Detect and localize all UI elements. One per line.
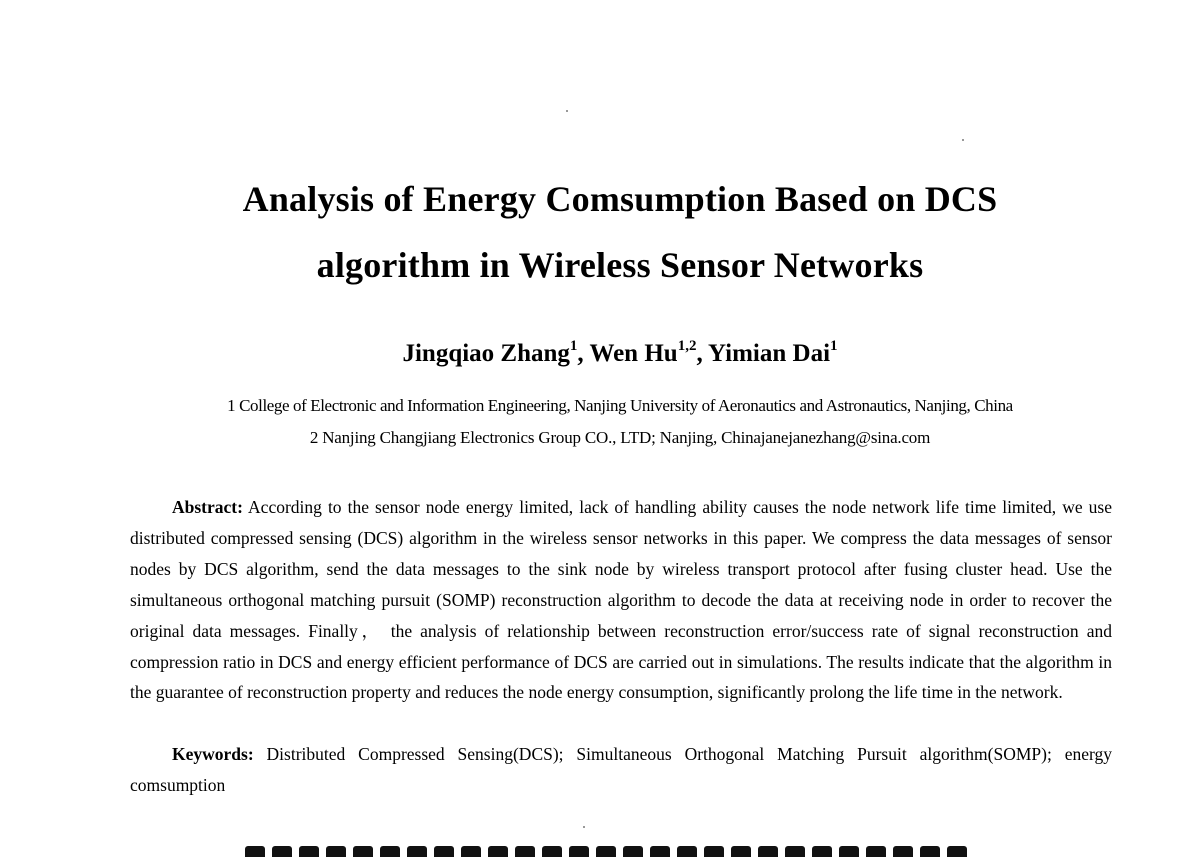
abstract-label: Abstract:	[172, 497, 243, 517]
author-list	[0, 340, 1200, 368]
author-separator: ,	[696, 340, 709, 367]
author-separator: ,	[577, 340, 590, 367]
abstract-text: According to the sensor node energy limited, lack of handling ability causes the node network life time limited, we use distributed compressed sensing (DCS) algorithm in the wireless sensor networks in this paper. We compress the data messages of sensor nodes by DCS algorithm, send the data messages to the sink node by wireless transport protocol after fusing cluster head. Use the simultaneous orthogonal matching pursuit (SOMP) reconstruction algorithm to decode the data at receiving node in order to recover the original data messages. Finally， the analysis of relationship between reconstruction error/success rate of signal reconstruction and compression ratio in DCS and energy efficient performance of DCS are carried out in simulations. The results indicate that the algorithm in the guarantee of reconstruction property and reduces the node energy consumption, significantly prolong the life time in the network.	[130, 497, 1112, 703]
scan-speck	[566, 110, 568, 112]
affiliation-1: 1 College of Electronic and Information Engineering, Nanjing University of Aeronautics and Astronautics, Nanjing, China	[227, 396, 1013, 415]
keywords-text: Distributed Compressed Sensing(DCS); Simultaneous Orthogonal Matching Pursuit algorithm(SOMP); energy comsumption	[130, 744, 1112, 795]
scan-speck	[583, 826, 585, 828]
abstract-paragraph	[130, 492, 1112, 708]
author-name: Yimian Dai	[708, 340, 831, 367]
paper-title-line-2: algorithm in Wireless Sensor Networks	[316, 245, 924, 285]
paper-title-line-1: Analysis of Energy Comsumption Based on DCS	[242, 179, 998, 219]
keywords-label: Keywords:	[172, 744, 254, 764]
author-affiliation-mark: 1	[569, 338, 578, 354]
author-name: Jingqiao Zhang	[402, 340, 570, 367]
author-name: Wen Hu	[589, 340, 678, 367]
author-affiliation-mark: 1	[830, 338, 838, 354]
cut-off-heading	[245, 846, 1005, 857]
author-affiliation-mark: 1,2	[677, 338, 697, 354]
scan-speck	[962, 139, 964, 141]
keywords-paragraph	[130, 739, 1112, 800]
affiliation-2: 2 Nanjing Changjiang Electronics Group CO., LTD; Nanjing, Chinajanejanezhang@sina.com	[309, 428, 931, 447]
